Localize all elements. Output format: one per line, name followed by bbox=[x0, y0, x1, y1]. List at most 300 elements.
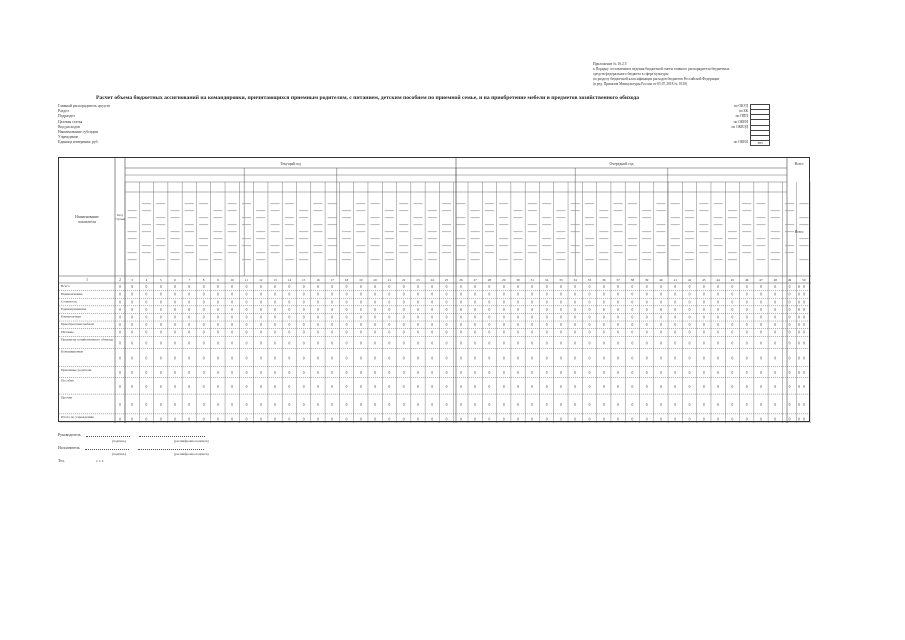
cell-value: 0 bbox=[216, 356, 219, 361]
cell-value: 0 bbox=[431, 285, 434, 290]
header-text-mark bbox=[299, 259, 308, 260]
head-label: Руководитель bbox=[58, 433, 81, 437]
cell-value: 0 bbox=[660, 356, 662, 361]
header-text-mark bbox=[356, 231, 365, 232]
approval-line: (в ред. Приказов Минкультуры России от 05.07.2018 № 1030) bbox=[593, 82, 687, 86]
cell-value: 0 bbox=[788, 307, 791, 312]
cell-value: 0 bbox=[660, 285, 662, 290]
cell-value: 0 bbox=[459, 417, 462, 422]
cell-value: 0 bbox=[216, 285, 219, 290]
header-text-mark bbox=[742, 252, 751, 253]
cell-value: 0 bbox=[445, 417, 448, 422]
header-text-mark bbox=[699, 224, 708, 225]
header-text-mark bbox=[371, 238, 380, 239]
header-text-mark bbox=[742, 224, 751, 225]
cell-value: 0 bbox=[216, 384, 219, 389]
cell-value: 0 bbox=[274, 403, 276, 408]
cell-value: 0 bbox=[488, 356, 491, 361]
header-text-mark bbox=[328, 245, 337, 246]
cell-value: 0 bbox=[231, 403, 234, 408]
cell-value: 0 bbox=[517, 292, 519, 297]
cell-value: 0 bbox=[731, 341, 734, 346]
cell-value: 0 bbox=[588, 307, 591, 312]
cell-value: 0 bbox=[302, 356, 305, 361]
header-text-mark bbox=[728, 238, 737, 239]
header-text-mark bbox=[156, 238, 165, 239]
cell-value: 0 bbox=[745, 307, 748, 312]
header-text-mark bbox=[456, 245, 465, 246]
cell-value: 0 bbox=[602, 285, 605, 290]
cell-value: 0 bbox=[788, 323, 791, 328]
cell-value: 0 bbox=[288, 285, 291, 290]
cell-value: 0 bbox=[688, 330, 691, 335]
cell-value: 0 bbox=[559, 315, 562, 320]
cell-value: 0 bbox=[131, 356, 134, 361]
cell-value: 0 bbox=[345, 417, 348, 422]
header-text-mark bbox=[714, 245, 723, 246]
cell-value: 0 bbox=[802, 300, 805, 305]
header-text-mark bbox=[656, 252, 665, 253]
cell-value: 0 bbox=[502, 285, 505, 290]
cell-value: 0 bbox=[388, 417, 391, 422]
cell-value: 0 bbox=[602, 323, 605, 328]
header-text-mark bbox=[285, 238, 294, 239]
cell-value: 0 bbox=[502, 371, 505, 376]
cell-value: 0 bbox=[145, 384, 148, 389]
cell-value: 0 bbox=[559, 356, 562, 361]
cell-value: 0 bbox=[588, 323, 591, 328]
cell-value: 0 bbox=[202, 371, 205, 376]
header-text-mark bbox=[428, 231, 437, 232]
cell-value: 0 bbox=[188, 417, 191, 422]
code-row: по ОКЕИ bbox=[705, 120, 770, 125]
cell-value: 0 bbox=[474, 323, 477, 328]
cell-value: 0 bbox=[188, 371, 191, 376]
header-text-mark bbox=[356, 224, 365, 225]
cell-value: 0 bbox=[445, 300, 448, 305]
header-text-mark bbox=[685, 217, 694, 218]
exec-sub1: (подпись) bbox=[112, 452, 127, 456]
cell-value: 0 bbox=[731, 285, 734, 290]
column-number: 4 bbox=[145, 278, 148, 282]
cell-value: 0 bbox=[802, 330, 805, 335]
cell-value: 0 bbox=[760, 341, 762, 346]
cell-value: 0 bbox=[216, 315, 219, 320]
header-text-mark bbox=[628, 224, 637, 225]
header-text-mark bbox=[242, 238, 251, 239]
cell-value: 0 bbox=[131, 292, 134, 297]
cell-value: 0 bbox=[588, 417, 591, 422]
header-text-mark bbox=[413, 203, 422, 204]
header-text-mark bbox=[485, 231, 494, 232]
cell-value: 0 bbox=[488, 315, 491, 320]
header-text-mark bbox=[485, 245, 494, 246]
header-text-mark bbox=[471, 259, 480, 260]
header-text-mark bbox=[371, 259, 380, 260]
cell-value: 0 bbox=[588, 356, 591, 361]
header-text-mark bbox=[742, 231, 751, 232]
cell-value: 0 bbox=[645, 356, 648, 361]
cell-value: 0 bbox=[274, 341, 276, 346]
header-text-mark bbox=[413, 217, 422, 218]
column-number: 10 bbox=[230, 278, 234, 282]
cell-value: 0 bbox=[660, 292, 662, 297]
header-text-mark bbox=[542, 217, 551, 218]
date-label: Тел. bbox=[58, 459, 65, 463]
cell-value: 0 bbox=[760, 307, 762, 312]
header-text-mark bbox=[256, 252, 265, 253]
header-text-mark bbox=[256, 231, 265, 232]
cell-value: 0 bbox=[474, 371, 477, 376]
cell-value: 0 bbox=[474, 300, 477, 305]
cell-value: 0 bbox=[459, 292, 462, 297]
cell-value: 0 bbox=[702, 371, 705, 376]
cell-value: 0 bbox=[474, 384, 477, 389]
exec-label: Исполнитель bbox=[58, 446, 80, 450]
cell-value: 0 bbox=[798, 341, 800, 346]
header-text-mark bbox=[242, 203, 251, 204]
header-text-mark bbox=[156, 203, 165, 204]
cell-value: 0 bbox=[202, 403, 205, 408]
cell-value: 0 bbox=[531, 292, 534, 297]
cell-value: 0 bbox=[717, 417, 720, 422]
cell-value: 0 bbox=[317, 384, 319, 389]
header-text-mark bbox=[456, 217, 465, 218]
header-text-mark bbox=[699, 231, 708, 232]
cell-value: 0 bbox=[502, 315, 505, 320]
cell-value: 0 bbox=[445, 330, 448, 335]
cell-value: 0 bbox=[774, 384, 777, 389]
cell-value: 0 bbox=[574, 285, 577, 290]
cell-value: 0 bbox=[259, 307, 262, 312]
cell-value: 0 bbox=[502, 307, 505, 312]
cell-value: 0 bbox=[688, 371, 691, 376]
cell-value: 0 bbox=[517, 384, 519, 389]
cell-value: 0 bbox=[188, 323, 191, 328]
approval-line: Приложение № 16.2.5 bbox=[593, 62, 627, 66]
header-text-mark bbox=[585, 224, 594, 225]
header-text-mark bbox=[199, 259, 208, 260]
cell-value: 0 bbox=[174, 371, 176, 376]
cell-value: 0 bbox=[345, 285, 348, 290]
cell-value: 0 bbox=[774, 330, 777, 335]
cell-value: 0 bbox=[660, 341, 662, 346]
cell-value: 0 bbox=[798, 330, 800, 335]
header-text-mark bbox=[313, 252, 322, 253]
header-text-mark bbox=[771, 238, 780, 239]
header-text-mark bbox=[428, 238, 437, 239]
header-text-mark bbox=[671, 238, 680, 239]
header-text-mark bbox=[285, 259, 294, 260]
cell-value: 0 bbox=[602, 384, 605, 389]
cell-value: 0 bbox=[774, 315, 777, 320]
cell-value: 0 bbox=[359, 417, 362, 422]
cell-value: 0 bbox=[531, 371, 534, 376]
cell-value: 0 bbox=[417, 292, 419, 297]
header-text-mark bbox=[328, 259, 337, 260]
header-text-mark bbox=[628, 217, 637, 218]
signature-exec bbox=[58, 446, 208, 450]
header-text-mark bbox=[785, 210, 794, 211]
header-text-mark bbox=[156, 217, 165, 218]
header-text-mark bbox=[499, 224, 508, 225]
header-text-mark bbox=[599, 238, 608, 239]
cell-value: 0 bbox=[317, 403, 319, 408]
header-text-mark bbox=[270, 231, 279, 232]
header-text-mark bbox=[399, 203, 408, 204]
cell-value: 0 bbox=[131, 285, 134, 290]
cell-value: 0 bbox=[445, 371, 448, 376]
row-label: Предметы хозяйственного обихода bbox=[61, 337, 114, 342]
cell-value: 0 bbox=[402, 323, 405, 328]
header-text-mark bbox=[285, 203, 294, 204]
cell-value: 0 bbox=[402, 285, 405, 290]
header-text-mark bbox=[142, 231, 151, 232]
header-text-mark bbox=[699, 252, 708, 253]
header-text-mark bbox=[199, 238, 208, 239]
cell-value: 0 bbox=[145, 285, 148, 290]
cell-value: 0 bbox=[631, 323, 634, 328]
cell-value: 0 bbox=[588, 403, 591, 408]
cell-value: 0 bbox=[474, 417, 477, 422]
header-text-mark bbox=[142, 245, 151, 246]
header-text-mark bbox=[585, 203, 594, 204]
header-text-mark bbox=[571, 224, 580, 225]
cell-value: 0 bbox=[531, 315, 534, 320]
header-text-mark bbox=[699, 210, 708, 211]
header-text-mark bbox=[142, 210, 151, 211]
header-text-mark bbox=[328, 224, 337, 225]
cell-value: 0 bbox=[417, 341, 419, 346]
header-text-mark bbox=[585, 245, 594, 246]
cell-value: 0 bbox=[174, 300, 176, 305]
header-text-mark bbox=[599, 210, 608, 211]
cell-value: 0 bbox=[574, 315, 577, 320]
cell-value: 0 bbox=[159, 330, 162, 335]
cell-value: 0 bbox=[531, 403, 534, 408]
header-text-mark bbox=[685, 252, 694, 253]
cell-value: 0 bbox=[131, 417, 134, 422]
header-text-mark bbox=[185, 210, 194, 211]
header-text-mark bbox=[342, 238, 351, 239]
header-text-mark bbox=[499, 217, 508, 218]
cell-value: 0 bbox=[431, 384, 434, 389]
cell-value: 0 bbox=[259, 384, 262, 389]
column-number: 46 bbox=[744, 278, 749, 282]
header-text-mark bbox=[299, 210, 308, 211]
cell-value: 0 bbox=[402, 292, 405, 297]
header-text-mark bbox=[456, 259, 465, 260]
cell-value: 0 bbox=[802, 341, 805, 346]
cell-value: 0 bbox=[702, 323, 705, 328]
cell-value: 0 bbox=[302, 341, 305, 346]
cell-value: 0 bbox=[431, 403, 434, 408]
cell-value: 0 bbox=[660, 307, 662, 312]
column-number: 11 bbox=[244, 278, 249, 282]
header-text-mark bbox=[656, 203, 665, 204]
cell-value: 0 bbox=[302, 300, 305, 305]
cell-value: 0 bbox=[474, 307, 477, 312]
header-text-mark bbox=[342, 217, 351, 218]
cell-value: 0 bbox=[488, 403, 491, 408]
header-text-mark bbox=[528, 231, 537, 232]
header-text-mark bbox=[385, 217, 394, 218]
cell-value: 0 bbox=[702, 307, 705, 312]
header-text-mark bbox=[728, 252, 737, 253]
cell-value: 0 bbox=[602, 292, 605, 297]
header-text-mark bbox=[771, 231, 780, 232]
header-text-mark bbox=[428, 259, 437, 260]
cell-value: 0 bbox=[374, 341, 377, 346]
row-code: 0 bbox=[119, 403, 121, 408]
cell-value: 0 bbox=[345, 403, 348, 408]
header-text-mark bbox=[228, 245, 237, 246]
cell-value: 0 bbox=[802, 384, 805, 389]
cell-value: 0 bbox=[717, 403, 720, 408]
header-text-mark bbox=[556, 238, 565, 239]
header-text-mark bbox=[285, 224, 294, 225]
cell-value: 0 bbox=[317, 307, 319, 312]
cell-value: 0 bbox=[645, 371, 648, 376]
cell-value: 0 bbox=[717, 315, 720, 320]
cell-value: 0 bbox=[531, 323, 534, 328]
header-text-mark bbox=[685, 259, 694, 260]
cell-value: 0 bbox=[288, 403, 291, 408]
header-text-mark bbox=[128, 238, 137, 239]
header-text-mark bbox=[613, 245, 622, 246]
cell-value: 0 bbox=[474, 285, 477, 290]
cell-value: 0 bbox=[517, 417, 519, 422]
cell-value: 0 bbox=[545, 417, 548, 422]
header-text-mark bbox=[471, 217, 480, 218]
cell-value: 0 bbox=[188, 330, 191, 335]
cell-value: 0 bbox=[774, 403, 777, 408]
cell-value: 0 bbox=[545, 300, 548, 305]
cell-value: 0 bbox=[359, 356, 362, 361]
header-text-mark bbox=[270, 245, 279, 246]
header-text-mark bbox=[228, 224, 237, 225]
cell-value: 0 bbox=[445, 356, 448, 361]
cell-value: 0 bbox=[760, 300, 762, 305]
cell-value: 0 bbox=[402, 371, 405, 376]
approval-line: по разделу бюджетной классификации расходов бюджетов Российской Федерации bbox=[593, 77, 720, 81]
cell-value: 0 bbox=[388, 307, 391, 312]
cell-value: 0 bbox=[445, 341, 448, 346]
cell-value: 0 bbox=[202, 285, 205, 290]
cell-value: 0 bbox=[559, 307, 562, 312]
cell-value: 0 bbox=[717, 371, 720, 376]
header-text-mark bbox=[714, 238, 723, 239]
cell-value: 0 bbox=[760, 292, 762, 297]
header-text-mark bbox=[170, 231, 179, 232]
cell-value: 0 bbox=[417, 315, 419, 320]
cell-value: 0 bbox=[131, 323, 134, 328]
cell-value: 0 bbox=[488, 384, 491, 389]
header-text-mark bbox=[528, 210, 537, 211]
cell-value: 0 bbox=[288, 341, 291, 346]
header-text-mark bbox=[385, 231, 394, 232]
cell-value: 0 bbox=[788, 371, 791, 376]
header-text-mark bbox=[771, 259, 780, 260]
header-text-mark bbox=[656, 245, 665, 246]
cell-value: 0 bbox=[431, 300, 434, 305]
header-text-mark bbox=[199, 203, 208, 204]
header-text-mark bbox=[456, 238, 465, 239]
cell-value: 0 bbox=[459, 403, 462, 408]
cell-value: 0 bbox=[474, 341, 477, 346]
header-text-mark bbox=[528, 252, 537, 253]
cell-value: 0 bbox=[159, 323, 162, 328]
column-number: 38 bbox=[630, 278, 635, 282]
budget-table bbox=[58, 157, 810, 422]
cell-value: 0 bbox=[259, 315, 262, 320]
cell-value: 0 bbox=[645, 384, 648, 389]
cell-value: 0 bbox=[717, 285, 720, 290]
row-label: Приемные родители bbox=[61, 367, 92, 372]
cell-value: 0 bbox=[674, 384, 677, 389]
header-text-mark bbox=[256, 259, 265, 260]
column-number: 44 bbox=[716, 278, 720, 282]
group-header: Очередной год bbox=[609, 162, 634, 166]
column-number: 20 bbox=[373, 278, 377, 282]
cell-value: 0 bbox=[731, 403, 734, 408]
header-text-mark bbox=[799, 259, 808, 260]
cell-value: 0 bbox=[188, 384, 191, 389]
cell-value: 0 bbox=[274, 300, 276, 305]
header-text-mark bbox=[671, 217, 680, 218]
approval-line: средств федерального бюджета в сфере культуры bbox=[593, 72, 669, 76]
cell-value: 0 bbox=[674, 356, 677, 361]
header-text-mark bbox=[413, 224, 422, 225]
cell-value: 0 bbox=[760, 417, 762, 422]
cell-value: 0 bbox=[417, 403, 419, 408]
cell-value: 0 bbox=[674, 323, 677, 328]
cell-value: 0 bbox=[359, 315, 362, 320]
header-text-mark bbox=[399, 231, 408, 232]
cell-value: 0 bbox=[431, 341, 434, 346]
cell-value: 0 bbox=[345, 300, 348, 305]
cell-value: 0 bbox=[559, 384, 562, 389]
cell-value: 0 bbox=[717, 356, 720, 361]
header-text-mark bbox=[799, 238, 808, 239]
cell-value: 0 bbox=[345, 384, 348, 389]
cell-value: 0 bbox=[259, 285, 262, 290]
header-text-mark bbox=[499, 203, 508, 204]
cell-value: 0 bbox=[631, 307, 634, 312]
header-text-mark bbox=[471, 231, 480, 232]
cell-value: 0 bbox=[402, 315, 405, 320]
cell-value: 0 bbox=[774, 285, 777, 290]
cell-value: 0 bbox=[331, 371, 334, 376]
cell-value: 0 bbox=[559, 371, 562, 376]
cell-value: 0 bbox=[288, 356, 291, 361]
cell-value: 0 bbox=[517, 341, 519, 346]
cell-value: 0 bbox=[288, 307, 291, 312]
header-text-mark bbox=[728, 259, 737, 260]
cell-value: 0 bbox=[760, 323, 762, 328]
header-text-mark bbox=[313, 224, 322, 225]
header-text-mark bbox=[371, 245, 380, 246]
header-text-mark bbox=[656, 224, 665, 225]
cell-value: 0 bbox=[259, 300, 262, 305]
column-number: 31 bbox=[530, 278, 535, 282]
cell-value: 0 bbox=[574, 341, 577, 346]
cell-value: 0 bbox=[216, 292, 219, 297]
cell-value: 0 bbox=[745, 356, 748, 361]
document-meta bbox=[58, 104, 110, 146]
cell-value: 0 bbox=[617, 371, 619, 376]
cell-value: 0 bbox=[774, 300, 777, 305]
